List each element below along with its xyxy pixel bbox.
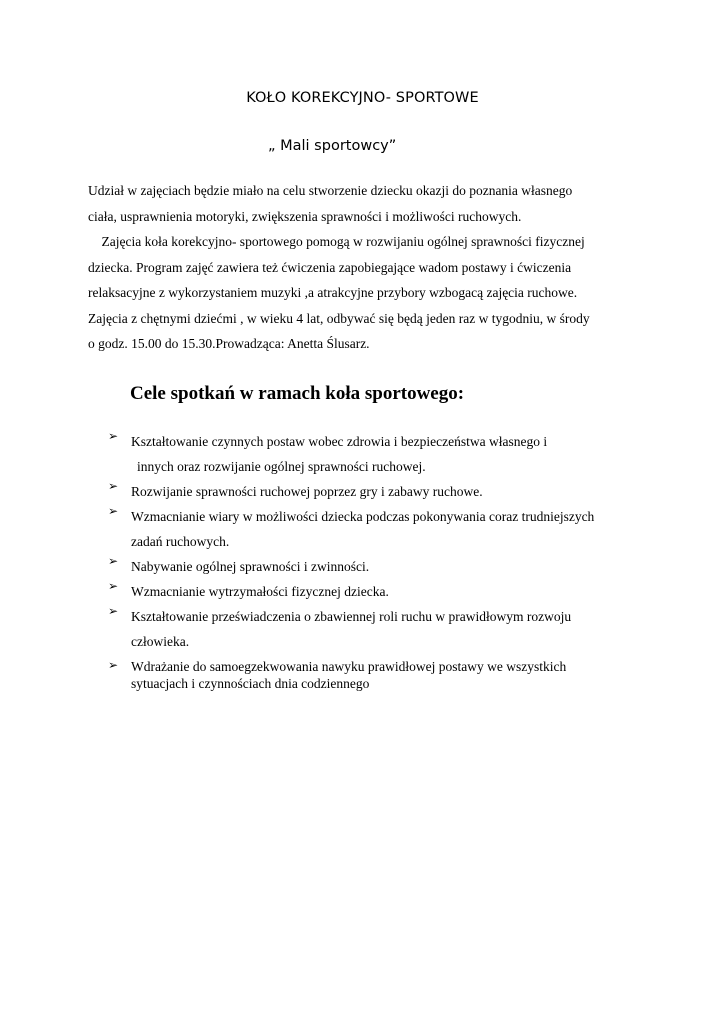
goal-item xyxy=(106,479,666,504)
goal-item xyxy=(106,554,666,579)
goal-text: zadań ruchowych. xyxy=(131,534,230,549)
page-subtitle: „ Mali sportowcy” xyxy=(268,138,397,154)
description-paragraph xyxy=(88,178,648,357)
goal-text: Kształtowanie przeświadczenia o zbawiennej roli ruchu w prawidłowym rozwoju xyxy=(131,609,572,624)
description-line: relaksacyjne z wykorzystaniem muzyki ,a atrakcyjne przybory wzbogacą zajęcia ruchowe. xyxy=(88,285,578,300)
goal-text: Wzmacnianie wytrzymałości fizycznej dziecka. xyxy=(131,584,389,599)
goal-item xyxy=(106,579,666,604)
arrow-bullet-icon: ➢ xyxy=(108,429,119,443)
page-title: KOŁO KOREKCYJNO- SPORTOWE xyxy=(246,90,479,106)
description-line: Zajęcia z chętnymi dziećmi , w wieku 4 lat, odbywać się będą jeden raz w tygodniu, w środy xyxy=(88,310,590,326)
arrow-bullet-icon: ➢ xyxy=(108,479,119,493)
goal-text: Kształtowanie czynnych postaw wobec zdrowia i bezpieczeństwa własnego i xyxy=(131,434,548,449)
description-line: Zajęcia koła korekcyjno- sportowego pomogą w rozwijaniu ogólnej sprawności fizycznej xyxy=(88,234,585,249)
goal-text: Wdrażanie do samoegzekwowania nawyku prawidłowej postawy we wszystkich xyxy=(131,659,567,674)
description-line: ciała, usprawnienia motoryki, zwiększenia sprawności i możliwości ruchowych. xyxy=(88,208,522,224)
description-line: o godz. 15.00 do 15.30.Prowadząca: Anetta Ślusarz. xyxy=(88,336,370,351)
goal-text: człowieka. xyxy=(131,634,190,649)
arrow-bullet-icon: ➢ xyxy=(108,504,119,518)
description-line: Udział w zajęciach będzie miało na celu stworzenie dziecku okazji do poznania własnego xyxy=(88,183,573,198)
arrow-bullet-icon: ➢ xyxy=(108,554,119,568)
goal-item xyxy=(106,429,666,479)
goal-text: innych oraz rozwijanie ogólnej sprawności ruchowej. xyxy=(137,459,426,474)
goal-item xyxy=(106,604,666,654)
goals-list xyxy=(106,429,666,692)
arrow-bullet-icon: ➢ xyxy=(108,579,119,593)
goal-item xyxy=(106,504,666,554)
description-line: dziecka. Program zajęć zawiera też ćwiczenia zapobiegające wadom postawy i ćwiczenia xyxy=(88,259,572,275)
arrow-bullet-icon: ➢ xyxy=(108,658,119,672)
goals-heading: Cele spotkań w ramach koła sportowego: xyxy=(130,383,465,404)
goal-text: sytuacjach i czynnościach dnia codziennego xyxy=(131,676,370,691)
arrow-bullet-icon: ➢ xyxy=(108,604,119,618)
goal-text: Rozwijanie sprawności ruchowej poprzez gry i zabawy ruchowe. xyxy=(131,484,483,499)
goal-text: Wzmacnianie wiary w możliwości dziecka podczas pokonywania coraz trudniejszych xyxy=(131,509,595,524)
goal-item xyxy=(106,658,666,692)
goal-text: Nabywanie ogólnej sprawności i zwinności. xyxy=(131,559,370,574)
